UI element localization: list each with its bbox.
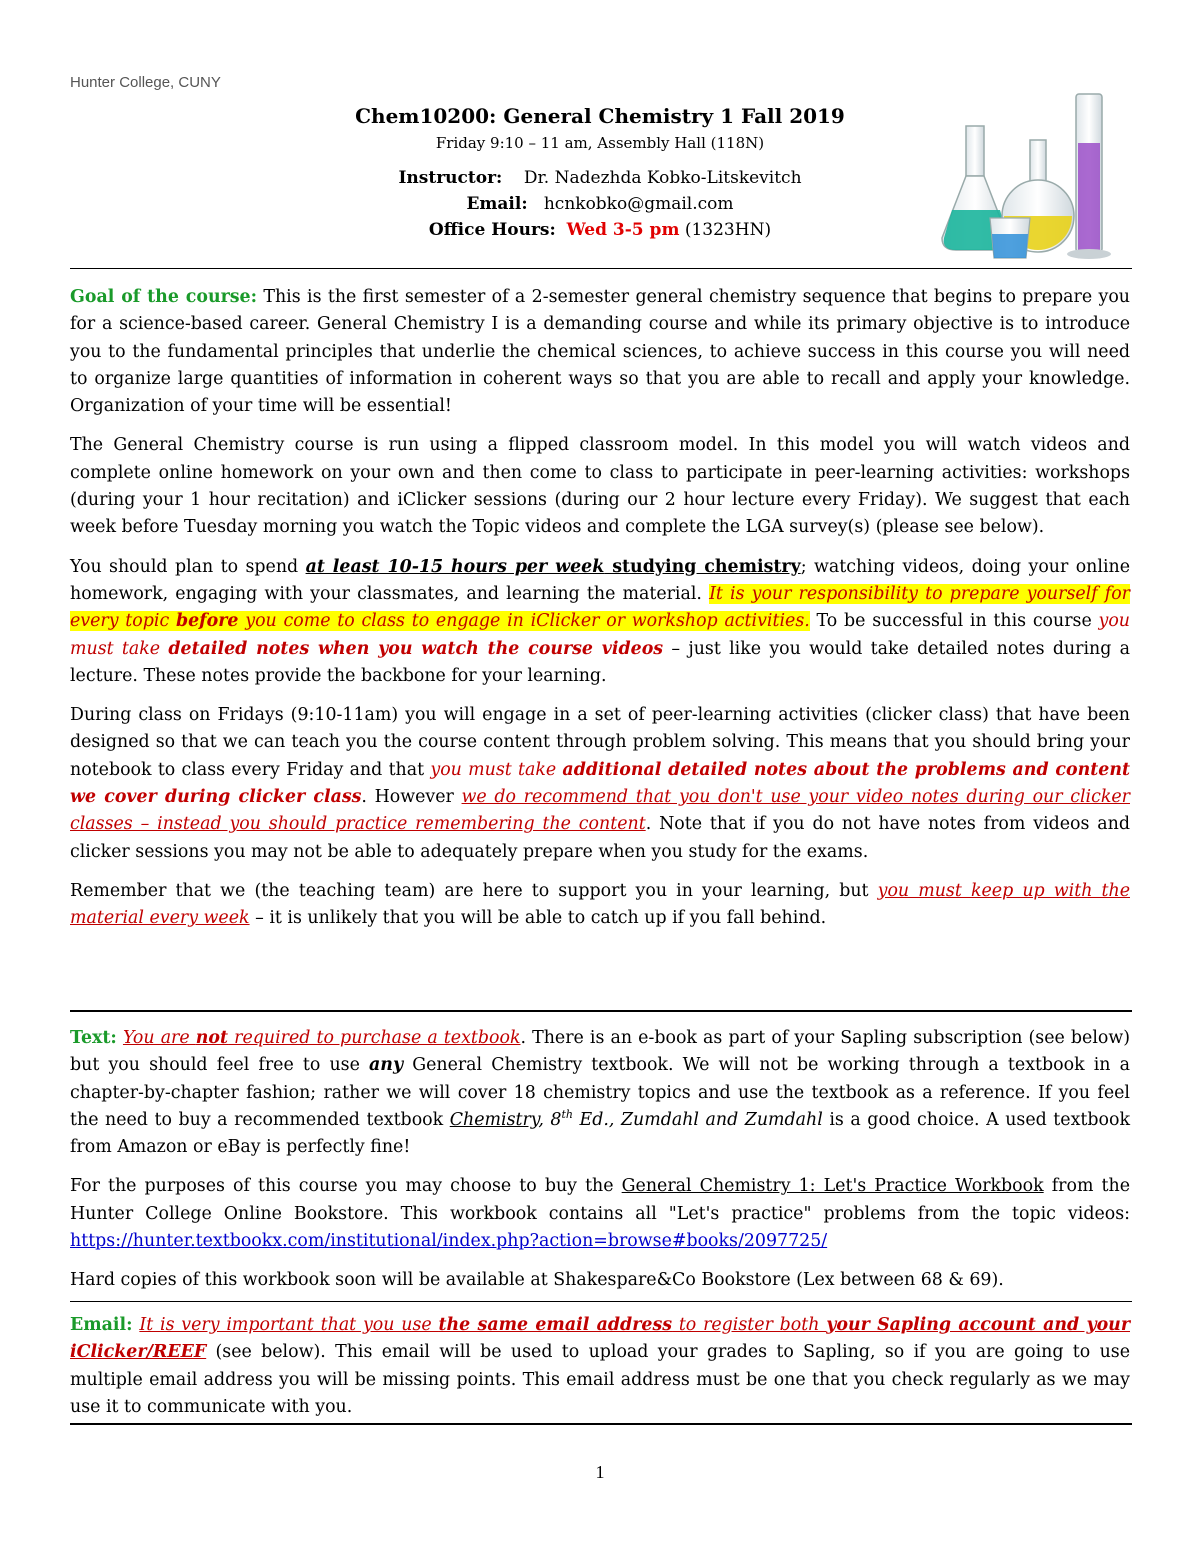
instructor-label: Instructor:	[398, 168, 503, 188]
text-f: General Chemistry textbook. We will not be working through a textbook in a chapter-by-chapter fashion; rather we will cover 18 chemistry topics and use the textbook as a reference. If you feel the need to buy a recommended textbook	[70, 1055, 1131, 1130]
p3-hours: at least 10-15 hours per week	[305, 556, 605, 577]
text-d: . There is an e-book as part of your Sapling subscription (see below) but you should feel free to use	[70, 1028, 1131, 1076]
p5-text-c: – it is unlikely that you will be able to catch up if you fall behind.	[249, 908, 827, 929]
p3-red-bold: detailed notes when you watch the course videos	[168, 638, 664, 659]
email-c: to register both	[672, 1315, 827, 1335]
goal-divider	[70, 1010, 1132, 1012]
p4-red-bold: additional detailed notes about the problems and content we cover during clicker class	[70, 759, 1130, 808]
text-h: , 8	[538, 1109, 562, 1130]
office-hours-room: (1323HN)	[684, 220, 772, 240]
text-authors: Ed., Zumdahl and Zumdahl	[572, 1109, 823, 1130]
email-divider	[70, 1423, 1132, 1425]
p3-text-a: You should plan to spend	[70, 556, 306, 577]
text-p2-a: For the purposes of this course you may choose to buy the	[70, 1176, 622, 1197]
course-title: Chem10200: General Chemistry 1 Fall 2019	[355, 104, 845, 128]
email-section	[70, 1312, 1130, 1433]
p4-text-d: . However	[361, 787, 462, 808]
goal-section	[70, 284, 1130, 945]
workbook-link[interactable]: https://hunter.textbookx.com/institutional/index.php?action=browse#books/2097725/	[70, 1231, 828, 1252]
email-value[interactable]: hcnkobko@gmail.com	[543, 194, 734, 214]
p3-red-a: you must take	[70, 611, 1131, 659]
instructor-row	[250, 168, 950, 188]
text-j: is a good choice. A used textbook from Amazon or eBay is perfectly fine!	[70, 1109, 1130, 1158]
text-sup: th	[561, 1108, 573, 1122]
text-label: Text:	[70, 1028, 117, 1048]
text-p2-c: from the Hunter College Online Bookstore. This workbook contains all "Let's practice" problems from the topic videos:	[70, 1176, 1131, 1224]
chemistry-glassware-image	[938, 88, 1138, 263]
text-paragraph-2	[70, 1173, 1130, 1255]
p4-text-f: . Note that if you do not have notes from videos and clicker sessions you may not be able to adequately prepare when you study for the exams.	[70, 814, 1130, 862]
instructor-name: Dr. Nadezhda Kobko-Litskevitch	[523, 168, 802, 188]
email-section-label: Email:	[70, 1315, 133, 1335]
p4-text-a: During class on Fridays (9:10-11am) you will engage in a set of peer-learning activities (clicker class) that have been designed so that we can teach you the course content through problem solving. This means that you should bring your notebook to class every Friday and that	[70, 705, 1130, 780]
email-row	[250, 194, 950, 214]
text-any: any	[369, 1055, 404, 1076]
email-a: It is very important that you use	[139, 1315, 439, 1335]
p5-red-underlined: you must keep up with the material every week	[70, 880, 1130, 929]
goal-paragraph-2: The General Chemistry course is run using a flipped classroom model. In this model you will watch videos and complete online homework on your own and then come to class to participate in peer-learning activities: workshops (during your 1 hour recitation) and iClicker sessions (during our 2 hour lecture every Friday). We suggest that each week before Tuesday morning you watch the Topic videos and complete the LGA survey(s) (please see below).	[70, 435, 1130, 538]
text-paragraph-1	[70, 1025, 1130, 1161]
p4-red-underlined: we do recommend that you don't use your video notes during our clicker classes – instead you should practice remembering the content	[70, 787, 1130, 835]
p3-studying: studying chemistry	[604, 556, 801, 577]
email-label: Email:	[466, 194, 528, 214]
email-e: (see below). This email will be used to upload your grades to Sapling, so if you are going to use multiple email address you will be missing points. This email address must be one that you check regularly as we may use it to communicate with you.	[70, 1342, 1130, 1417]
office-hours-time: Wed 3-5 pm	[566, 220, 680, 240]
goal-label: Goal of the course:	[70, 287, 258, 307]
textbook-title: Chemistry	[449, 1109, 539, 1130]
email-same-address: the same email address	[438, 1315, 673, 1335]
text-not-required	[123, 1028, 521, 1048]
p4-red-a: you must take	[430, 759, 563, 780]
p3-highlight-before: before	[175, 611, 239, 632]
p3-text-h: To be successful in this course	[809, 611, 1099, 632]
email-paragraph	[70, 1312, 1130, 1421]
goal-text-1: This is the first semester of a 2-semester general chemistry sequence that begins to prepare you for a science-based career. General Chemistry I is a demanding course and while its primary objective is to introduce you to the fundamental principles that underlie the chemical sciences, to achieve success in this course you will need to organize large quantities of information in coherent ways so that you are able to recall and apply your knowledge. Organization of your time will be essential!	[70, 287, 1130, 417]
text-paragraph-3: Hard copies of this workbook soon will be available at Shakespare&Co Bookstore (Lex between 68 & 69).	[70, 1270, 1004, 1291]
header-divider	[70, 268, 1132, 269]
text-divider	[70, 1301, 1132, 1302]
email-accounts: your Sapling account and your iClicker/REEF	[70, 1315, 1130, 1363]
workbook-title: General Chemistry 1: Let's Practice Workbook	[621, 1176, 1044, 1197]
p3-highlight-a: It is your responsibility to prepare yourself for every topic	[70, 583, 1130, 632]
page-number: 1	[595, 1462, 605, 1482]
text-c: required to purchase a textbook	[228, 1028, 521, 1048]
goal-paragraph-1	[70, 284, 1130, 420]
course-header	[250, 104, 950, 246]
p3-text-d: ; watching videos, doing your online homework, engaging with your classmates, and learning the material.	[70, 556, 1130, 604]
goal-paragraph-4	[70, 702, 1130, 866]
p3-highlight-c: you come to class to engage in iClicker or workshop activities.	[238, 611, 810, 632]
institution-name: Hunter College, CUNY	[70, 74, 221, 91]
p3-text-k: – just like you would take detailed notes during a lecture. These notes provide the backbone for your learning.	[70, 638, 1130, 686]
office-hours-row	[250, 220, 950, 240]
text-not: not	[195, 1028, 229, 1048]
text-a: You are	[122, 1028, 196, 1048]
p5-text-a: Remember that we (the teaching team) are here to support you in your learning, but	[70, 880, 878, 901]
office-hours-label: Office Hours:	[428, 220, 556, 240]
text-section	[70, 1025, 1130, 1307]
goal-paragraph-3	[70, 554, 1130, 690]
goal-paragraph-5	[70, 878, 1130, 933]
course-schedule: Friday 9:10 – 11 am, Assembly Hall (118N)	[435, 134, 765, 152]
